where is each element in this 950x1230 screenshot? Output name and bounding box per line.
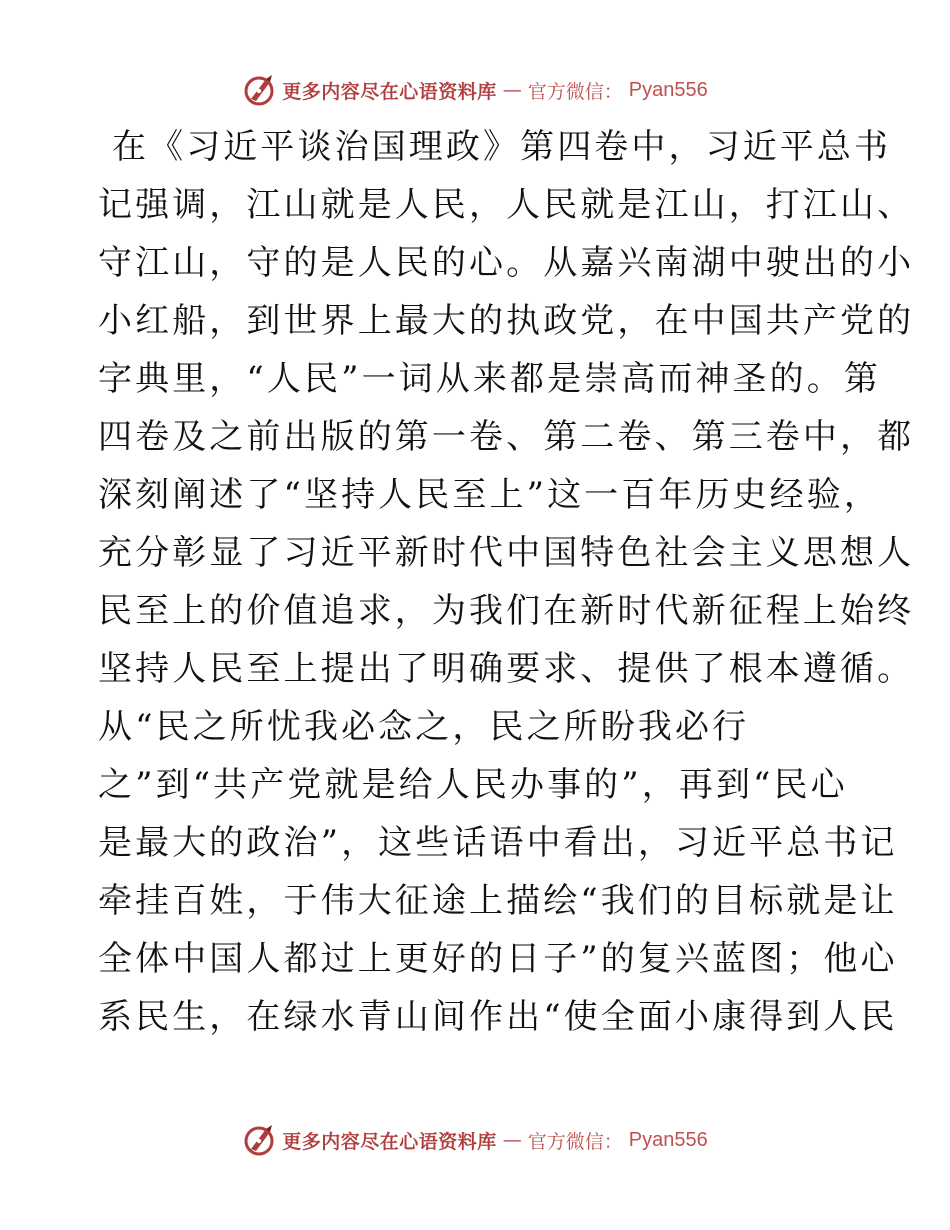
body-line: 牵挂百姓，于伟大征途上描绘“我们的目标就是让 (98, 881, 898, 921)
body-line: 民至上的价值追求，为我们在新时代新征程上始终 (98, 591, 915, 631)
document-body (98, 118, 915, 1046)
body-line: 小红船，到世界上最大的执政党，在中国共产党的 (98, 301, 915, 341)
body-line: 从“民之所忧我必念之，民之所盼我必行 (98, 707, 750, 747)
body-line: 是最大的政治”，这些话语中看出，习近平总书记 (98, 823, 898, 863)
body-line: 全体中国人都过上更好的日子”的复兴蓝图；他心 (98, 939, 898, 979)
header-dash: — (502, 79, 522, 101)
body-line: 在《习近平谈治国理政》第四卷中，习近平总书 (112, 127, 892, 167)
body-line: 系民生，在绿水青山间作出“使全面小康得到人民 (98, 997, 898, 1037)
page-footer (0, 1120, 950, 1160)
body-line: 深刻阐述了“坚持人民至上”这一百年历史经验， (98, 475, 881, 515)
footer-dash: — (502, 1129, 522, 1151)
body-line: 之”到“共产党就是给人民办事的”，再到“民心 (98, 765, 848, 805)
footer-wechat-id: Pyan556 (628, 1128, 708, 1151)
page-header (0, 70, 950, 110)
pen-nib-circle-logo-icon (242, 73, 276, 107)
header-wechat-id: Pyan556 (628, 78, 708, 101)
body-line: 字典里，“人民”一词从来都是崇高而神圣的。第 (98, 359, 881, 399)
header-wechat-label: 官方微信： (527, 80, 623, 103)
footer-brand-text: 更多内容尽在心语资料库 (282, 1130, 497, 1153)
body-line: 充分彰显了习近平新时代中国特色社会主义思想人 (98, 533, 915, 573)
footer-brand (242, 1123, 708, 1157)
header-brand-text: 更多内容尽在心语资料库 (282, 80, 497, 103)
header-brand (242, 73, 708, 107)
pen-nib-circle-logo-icon (242, 1123, 276, 1157)
body-line: 守江山，守的是人民的心。从嘉兴南湖中驶出的小 (98, 243, 915, 283)
body-line: 坚持人民至上提出了明确要求、提供了根本遵循。 (98, 649, 915, 689)
body-line: 四卷及之前出版的第一卷、第二卷、第三卷中，都 (98, 417, 915, 457)
footer-wechat-label: 官方微信： (527, 1130, 623, 1153)
body-line: 记强调，江山就是人民，人民就是江山，打江山、 (98, 185, 915, 225)
